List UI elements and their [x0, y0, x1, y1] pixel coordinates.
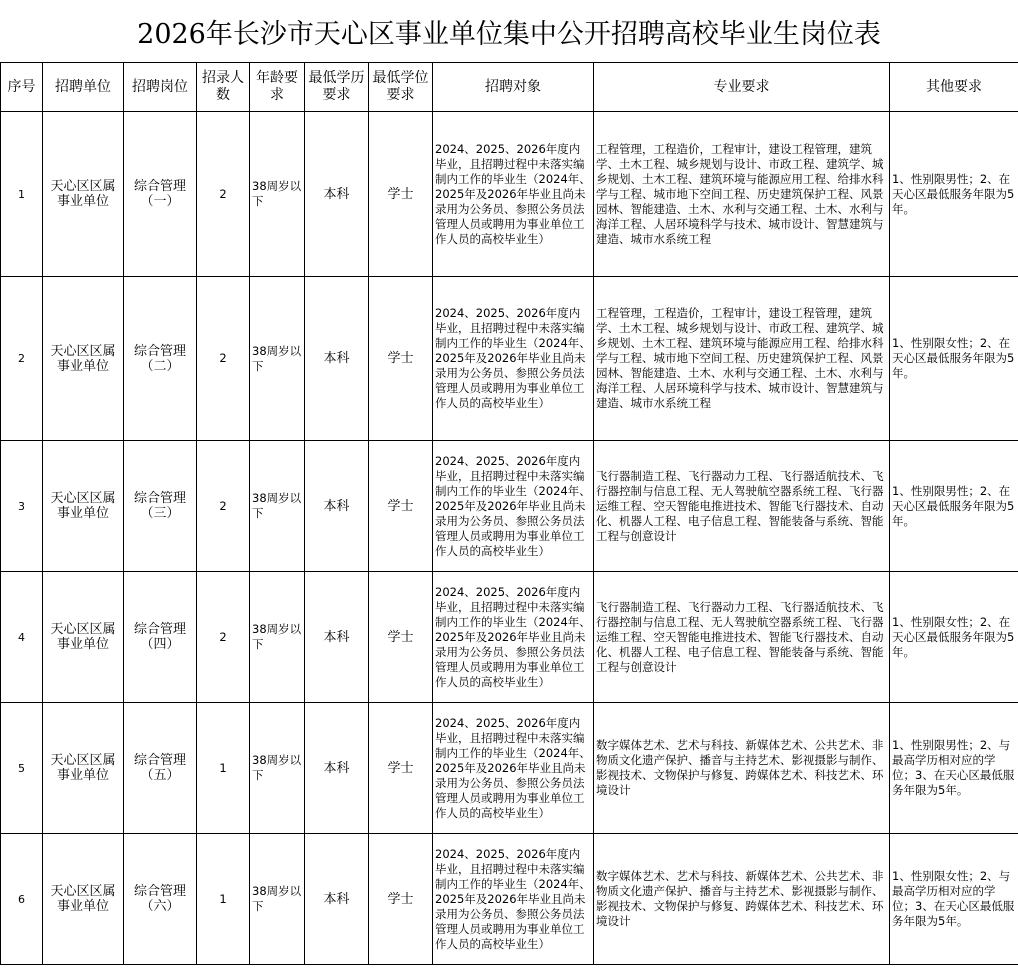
header-major: 专业要求 — [594, 63, 890, 112]
header-row — [1, 63, 1018, 112]
cell-count: 2 — [197, 441, 250, 572]
cell-education: 本科 — [305, 112, 369, 277]
header-education: 最低学历要求 — [305, 63, 369, 112]
cell-age: 38周岁以下 — [250, 572, 305, 703]
cell-major: 数字媒体艺术、艺术与科技、新媒体艺术、公共艺术、非物质文化遗产保护、播音与主持艺术、影视摄影与制作、影视技术、文物保护与修复、跨媒体艺术、科技艺术、环境设计 — [594, 834, 890, 965]
cell-major: 飞行器制造工程、飞行器动力工程、飞行器适航技术、飞行器控制与信息工程、无人驾驶航空器系统工程、飞行器运维工程、空天智能电推进技术、智能飞行器技术、自动化、机器人工程、电子信息工程、智能装备与系统、智能工程与创意设计 — [594, 572, 890, 703]
cell-position: 综合管理（四） — [124, 572, 197, 703]
positions-table — [0, 62, 1018, 965]
cell-age: 38周岁以下 — [250, 703, 305, 834]
table-row — [1, 277, 1018, 441]
cell-major: 数字媒体艺术、艺术与科技、新媒体艺术、公共艺术、非物质文化遗产保护、播音与主持艺术、影视摄影与制作、影视技术、文物保护与修复、跨媒体艺术、科技艺术、环境设计 — [594, 703, 890, 834]
table-row — [1, 703, 1018, 834]
cell-seq: 5 — [1, 703, 43, 834]
cell-age: 38周岁以下 — [250, 441, 305, 572]
cell-degree: 学士 — [369, 112, 433, 277]
cell-other: 1、性别限男性；2、与最高学历相对应的学位；3、在天心区最低服务年限为5年。 — [890, 703, 1018, 834]
cell-target: 2024、2025、2026年度内毕业，且招聘过程中未落实编制内工作的毕业生（2024年、2025年及2026年毕业且尚未录用为公务员、参照公务员法管理人员或聘用为事业单位工作人员的高校毕业生） — [433, 834, 594, 965]
header-target: 招聘对象 — [433, 63, 594, 112]
header-unit: 招聘单位 — [43, 63, 124, 112]
cell-target: 2024、2025、2026年度内毕业，且招聘过程中未落实编制内工作的毕业生（2024年、2025年及2026年毕业且尚未录用为公务员、参照公务员法管理人员或聘用为事业单位工作人员的高校毕业生） — [433, 277, 594, 441]
table-row — [1, 441, 1018, 572]
header-count: 招录人数 — [197, 63, 250, 112]
cell-count: 2 — [197, 112, 250, 277]
header-position: 招聘岗位 — [124, 63, 197, 112]
cell-other: 1、性别限女性；2、在天心区最低服务年限为5年。 — [890, 572, 1018, 703]
cell-position: 综合管理（一） — [124, 112, 197, 277]
cell-target: 2024、2025、2026年度内毕业，且招聘过程中未落实编制内工作的毕业生（2024年、2025年及2026年毕业且尚未录用为公务员、参照公务员法管理人员或聘用为事业单位工作人员的高校毕业生） — [433, 112, 594, 277]
cell-age: 38周岁以下 — [250, 112, 305, 277]
cell-unit: 天心区区属事业单位 — [43, 112, 124, 277]
header-other: 其他要求 — [890, 63, 1018, 112]
cell-seq: 3 — [1, 441, 43, 572]
cell-position: 综合管理（二） — [124, 277, 197, 441]
cell-major: 工程管理，工程造价，工程审计，建设工程管理，建筑学、土木工程、城乡规划与设计、市政工程、建筑学、城乡规划、土木工程、建筑环境与能源应用工程、给排水科学与工程、城市地下空间工程、历史建筑保护工程、风景园林、智能建造、土木、水利与交通工程、土木、水利与海洋工程、人居环境科学与技术、城市设计、智慧建筑与建造、城市水系统工程 — [594, 112, 890, 277]
cell-degree: 学士 — [369, 441, 433, 572]
cell-count: 2 — [197, 277, 250, 441]
cell-seq: 6 — [1, 834, 43, 965]
header-age: 年龄要求 — [250, 63, 305, 112]
cell-target: 2024、2025、2026年度内毕业，且招聘过程中未落实编制内工作的毕业生（2024年、2025年及2026年毕业且尚未录用为公务员、参照公务员法管理人员或聘用为事业单位工作人员的高校毕业生） — [433, 441, 594, 572]
header-degree: 最低学位要求 — [369, 63, 433, 112]
cell-seq: 2 — [1, 277, 43, 441]
cell-education: 本科 — [305, 834, 369, 965]
cell-position: 综合管理（六） — [124, 834, 197, 965]
cell-unit: 天心区区属事业单位 — [43, 703, 124, 834]
cell-count: 1 — [197, 834, 250, 965]
cell-other: 1、性别限男性；2、在天心区最低服务年限为5年。 — [890, 112, 1018, 277]
cell-seq: 1 — [1, 112, 43, 277]
cell-other: 1、性别限男性；2、在天心区最低服务年限为5年。 — [890, 441, 1018, 572]
cell-age: 38周岁以下 — [250, 834, 305, 965]
cell-count: 2 — [197, 572, 250, 703]
cell-unit: 天心区区属事业单位 — [43, 834, 124, 965]
cell-position: 综合管理（五） — [124, 703, 197, 834]
cell-major: 工程管理，工程造价，工程审计，建设工程管理，建筑学、土木工程、城乡规划与设计、市政工程、建筑学、城乡规划、土木工程、建筑环境与能源应用工程、给排水科学与工程、城市地下空间工程、历史建筑保护工程、风景园林、智能建造、土木、水利与交通工程、土木、水利与海洋工程、人居环境科学与技术、城市设计、智慧建筑与建造、城市水系统工程 — [594, 277, 890, 441]
header-seq: 序号 — [1, 63, 43, 112]
cell-major: 飞行器制造工程、飞行器动力工程、飞行器适航技术、飞行器控制与信息工程、无人驾驶航空器系统工程、飞行器运维工程、空天智能电推进技术、智能飞行器技术、自动化、机器人工程、电子信息工程、智能装备与系统、智能工程与创意设计 — [594, 441, 890, 572]
table-row — [1, 572, 1018, 703]
cell-other: 1、性别限女性；2、与最高学历相对应的学位；3、在天心区最低服务年限为5年。 — [890, 834, 1018, 965]
cell-degree: 学士 — [369, 703, 433, 834]
cell-education: 本科 — [305, 572, 369, 703]
cell-other: 1、性别限女性；2、在天心区最低服务年限为5年。 — [890, 277, 1018, 441]
page-title: 2026年长沙市天心区事业单位集中公开招聘高校毕业生岗位表 — [137, 18, 881, 50]
table-row — [1, 834, 1018, 965]
cell-unit: 天心区区属事业单位 — [43, 572, 124, 703]
cell-education: 本科 — [305, 703, 369, 834]
cell-education: 本科 — [305, 277, 369, 441]
cell-degree: 学士 — [369, 277, 433, 441]
cell-unit: 天心区区属事业单位 — [43, 441, 124, 572]
cell-seq: 4 — [1, 572, 43, 703]
cell-unit: 天心区区属事业单位 — [43, 277, 124, 441]
cell-target: 2024、2025、2026年度内毕业，且招聘过程中未落实编制内工作的毕业生（2024年、2025年及2026年毕业且尚未录用为公务员、参照公务员法管理人员或聘用为事业单位工作人员的高校毕业生） — [433, 703, 594, 834]
cell-age: 38周岁以下 — [250, 277, 305, 441]
cell-degree: 学士 — [369, 572, 433, 703]
cell-position: 综合管理（三） — [124, 441, 197, 572]
cell-degree: 学士 — [369, 834, 433, 965]
cell-education: 本科 — [305, 441, 369, 572]
table-row — [1, 112, 1018, 277]
cell-count: 1 — [197, 703, 250, 834]
cell-target: 2024、2025、2026年度内毕业，且招聘过程中未落实编制内工作的毕业生（2024年、2025年及2026年毕业且尚未录用为公务员、参照公务员法管理人员或聘用为事业单位工作人员的高校毕业生） — [433, 572, 594, 703]
